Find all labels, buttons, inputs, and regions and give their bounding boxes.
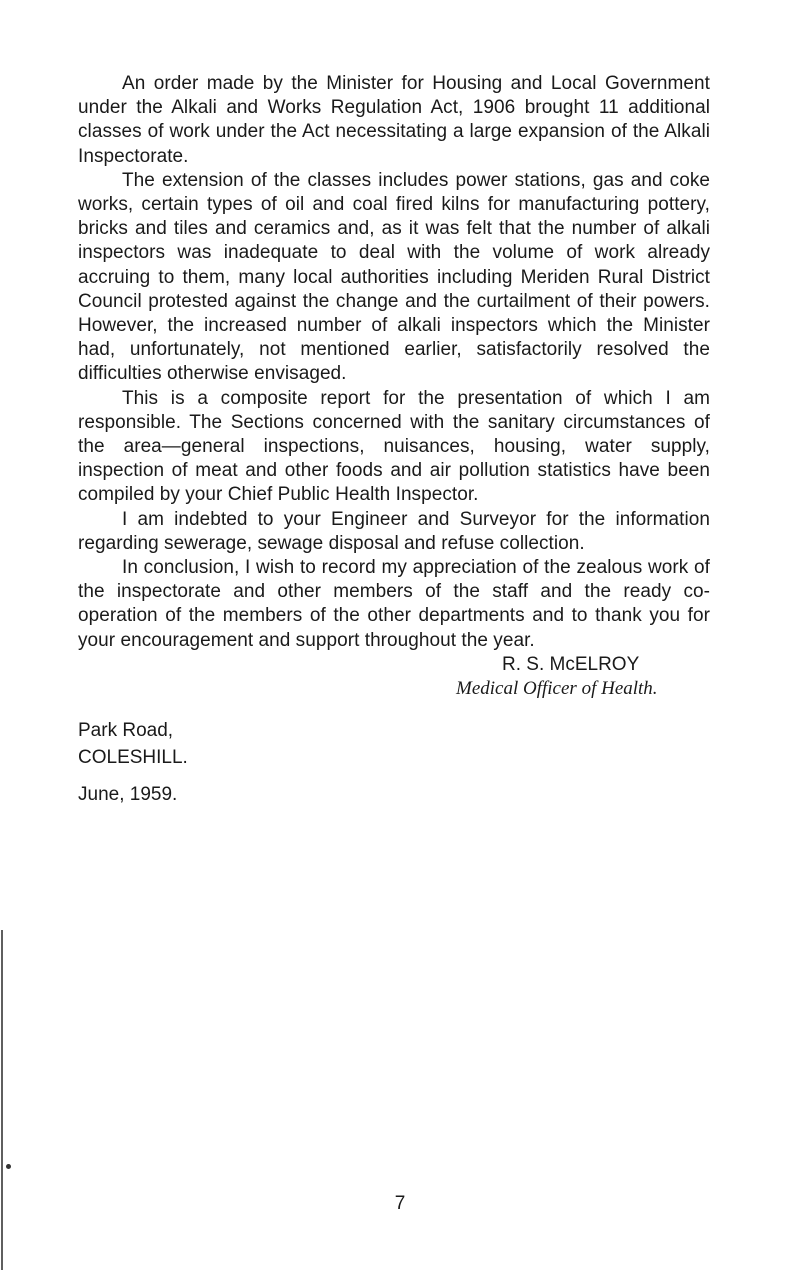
page-number: 7 [394,1193,406,1214]
scan-edge-mark [6,1164,11,1169]
signature-name: R. S. McELROY [502,653,640,675]
signature-block [78,653,710,701]
address-street: Park Road, [78,719,174,741]
address-block [78,717,710,808]
paragraph-alkali-order: An order made by the Minister for Housing and Local Government under the Alkali and Works Regulation Act, 1906 brought 11 additional classes of work under the Act necessitating a large expansion of the Alkali Inspectorate. [78,73,710,167]
document-page [78,72,710,808]
scan-edge-line [1,930,3,1270]
signature-title: Medical Officer of Health. [456,677,658,699]
paragraph-conclusion: In conclusion, I wish to record my appreciation of the zealous work of the inspectorate and other members of the staff and the ready co-operation of the members of the other departments and to thank you for your encouragement and support throughout the year. [78,557,710,651]
address-town: COLESHILL. [78,746,188,768]
paragraph-composite-report: This is a composite report for the presentation of which I am responsible. The Sections concerned with the sanitary circumstances of the area—general inspections, nuisances, housing, water supply, inspection of meat and other foods and air pollution statistics have been compiled by your Chief Public Health Inspector. [78,387,710,506]
paragraph-engineer-acknowledgement: I am indebted to your Engineer and Surveyor for the information regarding sewerage, sewage disposal and refuse collection. [78,508,710,554]
paragraph-classes-extension: The extension of the classes includes power stations, gas and coke works, certain types of oil and coal fired kilns for manufacturing pottery, bricks and tiles and ceramics and, as it was felt that the number of alkali inspectors was inadequate to deal with the volume of work already accruing to them, many local authorities including Meriden Rural District Council protested against the change and the curtailment of their powers. However, the increased number of alkali inspectors which the Minister had, unfortunately, not mentioned earlier, satisfactorily resolved the difficulties otherwise envisaged. [78,169,710,385]
report-date: June, 1959. [78,783,178,805]
